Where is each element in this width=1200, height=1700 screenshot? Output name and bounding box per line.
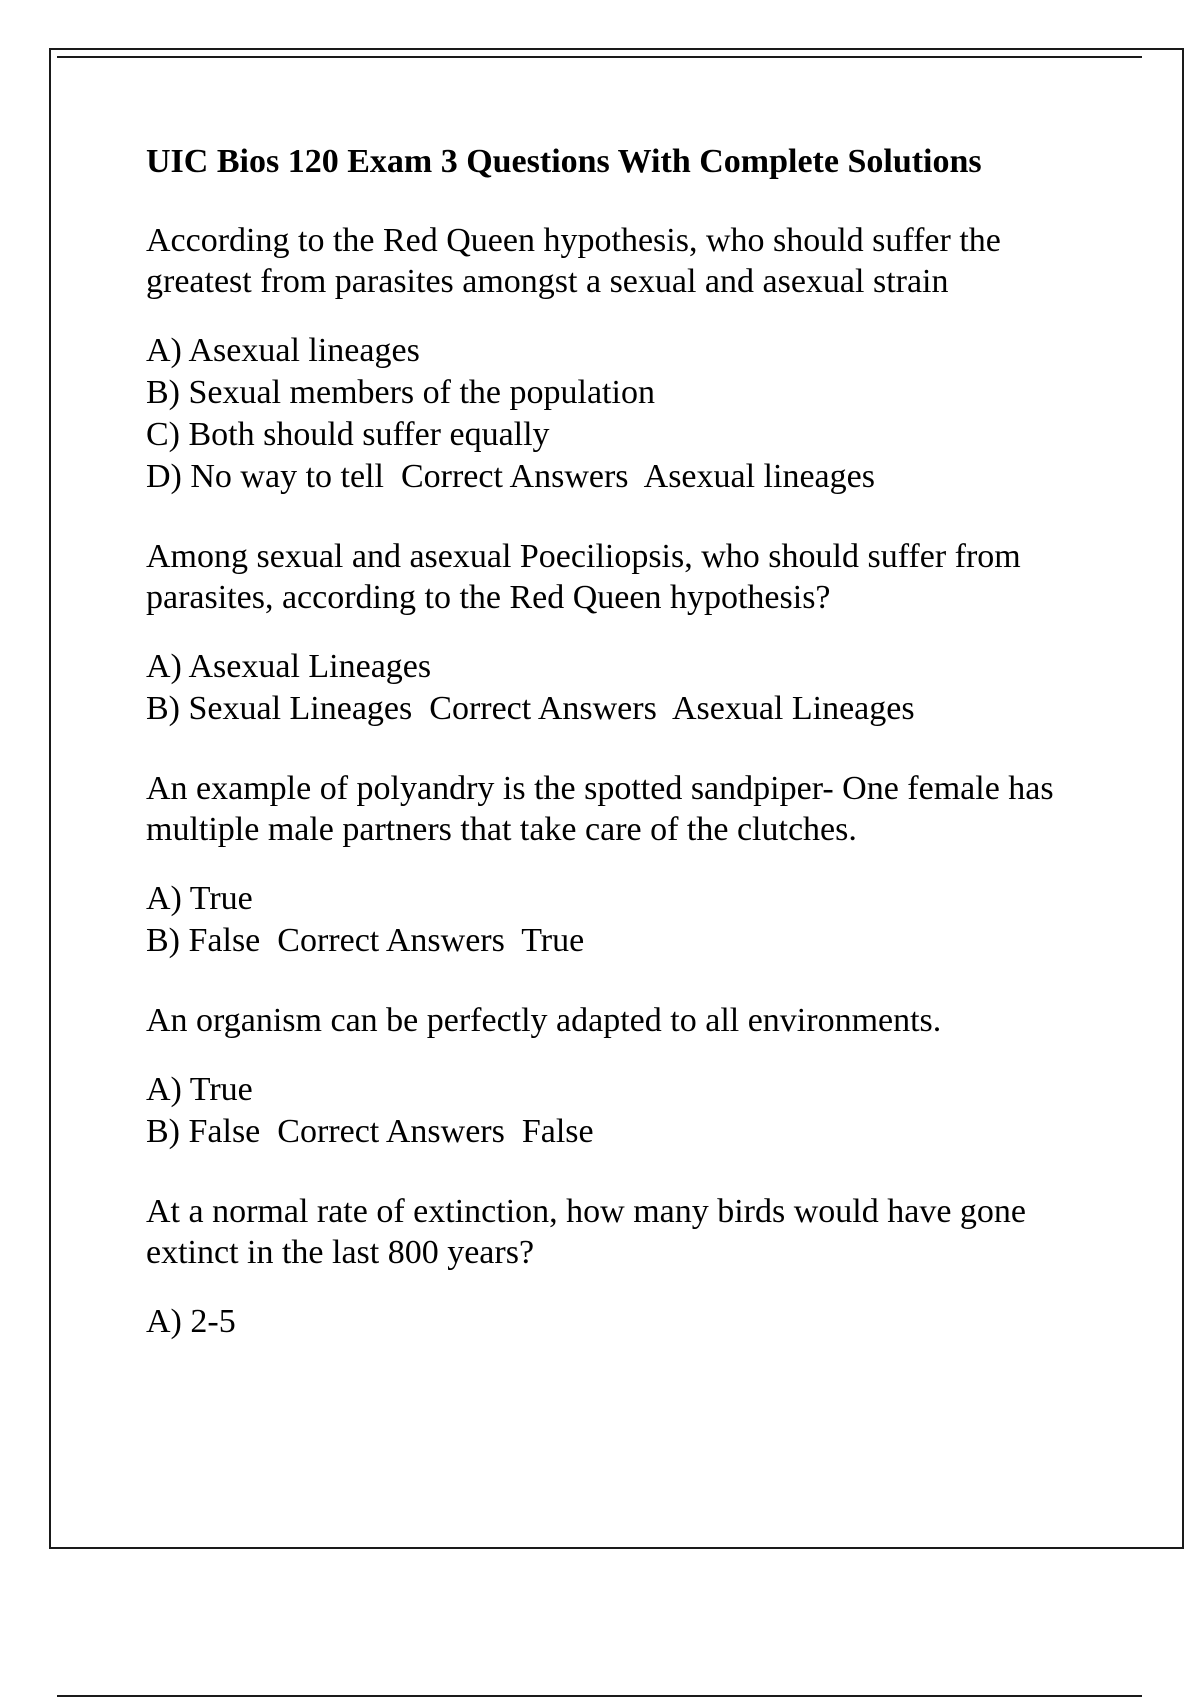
option-item-with-answer bbox=[146, 688, 1106, 730]
option-label: A) True bbox=[146, 1071, 253, 1108]
option-list bbox=[146, 1301, 1106, 1343]
question-text: An example of polyandry is the spotted sandpiper- One female has multiple male partners that take care of the clutches. bbox=[146, 770, 1054, 848]
question-block-3 bbox=[146, 768, 1106, 962]
option-item bbox=[146, 878, 1106, 920]
option-label: A) 2-5 bbox=[146, 1303, 236, 1340]
option-item bbox=[146, 646, 1106, 688]
document-body bbox=[146, 142, 1106, 1381]
option-label: B) Sexual Lineages bbox=[146, 690, 413, 727]
question-text: According to the Red Queen hypothesis, who should suffer the greatest from parasites amongst a sexual and asexual strain bbox=[146, 222, 1001, 300]
option-label: D) No way to tell bbox=[146, 458, 384, 495]
option-label: A) True bbox=[146, 880, 253, 917]
answer-label: Correct Answers bbox=[277, 1113, 505, 1150]
option-list bbox=[146, 646, 1106, 730]
option-item-with-answer bbox=[146, 456, 1106, 498]
question-text: An organism can be perfectly adapted to all environments. bbox=[146, 1002, 942, 1039]
answer-value: True bbox=[521, 922, 585, 959]
option-item bbox=[146, 414, 1106, 456]
option-label: A) Asexual lineages bbox=[146, 332, 420, 369]
answer-value: False bbox=[521, 1113, 594, 1150]
option-list bbox=[146, 878, 1106, 962]
option-label: C) Both should suffer equally bbox=[146, 416, 550, 453]
option-label: B) Sexual members of the population bbox=[146, 374, 655, 411]
option-list bbox=[146, 330, 1106, 498]
answer-value: Asexual Lineages bbox=[671, 690, 915, 727]
answer-label: Correct Answers bbox=[429, 690, 657, 727]
answer-label: Correct Answers bbox=[277, 922, 505, 959]
option-label: A) Asexual Lineages bbox=[146, 648, 432, 685]
top-rule-divider bbox=[57, 56, 1142, 58]
option-label: B) False bbox=[146, 1113, 261, 1150]
question-text: At a normal rate of extinction, how many birds would have gone extinct in the last 800 years? bbox=[146, 1193, 1026, 1271]
question-block-4 bbox=[146, 1000, 1106, 1153]
option-item-with-answer bbox=[146, 1111, 1106, 1153]
option-item bbox=[146, 1301, 1106, 1343]
question-block-1 bbox=[146, 220, 1106, 498]
answer-value: Asexual lineages bbox=[643, 458, 875, 495]
document-title: UIC Bios 120 Exam 3 Questions With Complete Solutions bbox=[146, 143, 982, 180]
question-block-5 bbox=[146, 1191, 1106, 1343]
option-item bbox=[146, 330, 1106, 372]
option-label: B) False bbox=[146, 922, 261, 959]
option-item bbox=[146, 372, 1106, 414]
answer-label: Correct Answers bbox=[400, 458, 629, 495]
option-item bbox=[146, 1069, 1106, 1111]
option-list bbox=[146, 1069, 1106, 1153]
question-text: Among sexual and asexual Poeciliopsis, who should suffer from parasites, according to the Red Queen hypothesis? bbox=[146, 538, 1021, 616]
option-item-with-answer bbox=[146, 920, 1106, 962]
bottom-rule-divider bbox=[57, 1695, 1142, 1697]
question-block-2 bbox=[146, 536, 1106, 730]
